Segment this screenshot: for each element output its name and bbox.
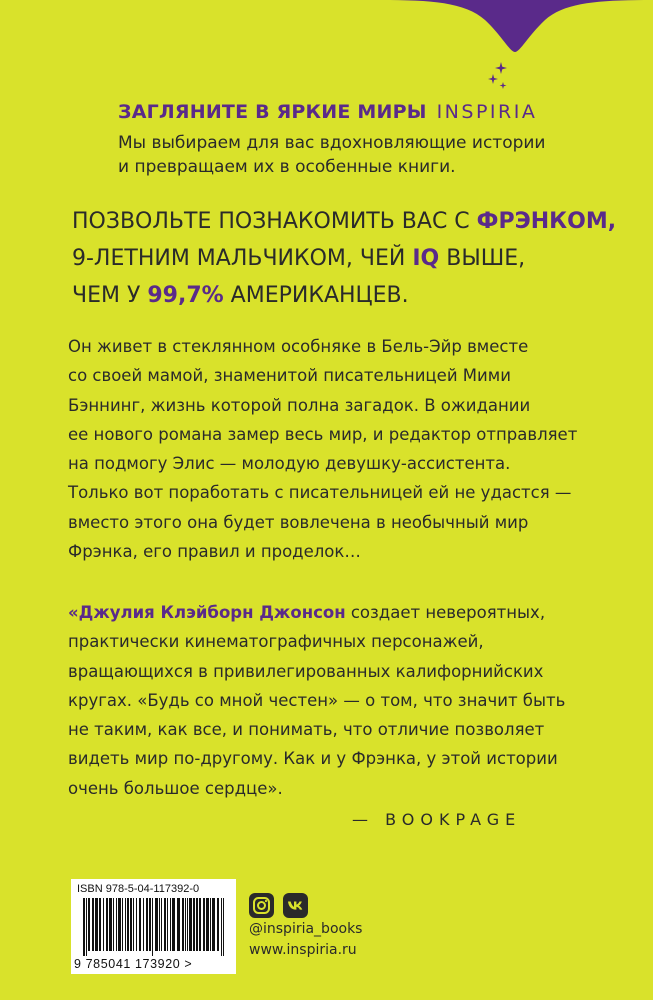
description-line: со своей мамой, знаменитой писательницей Мими bbox=[68, 366, 511, 386]
headline-highlight: ФРЭНКОМ, bbox=[476, 209, 617, 234]
headline-text: ПОЗВОЛЬТЕ ПОЗНАКОМИТЬ ВАС С bbox=[72, 209, 477, 234]
quote-author: «Джулия Клэйборн Джонсон bbox=[68, 603, 346, 622]
headline bbox=[72, 203, 632, 314]
quote-line: не таким, как все, и понимать, что отличие позволяет bbox=[68, 720, 545, 740]
headline-text: АМЕРИКАНЦЕВ. bbox=[223, 283, 409, 308]
barcode-bar bbox=[182, 898, 184, 951]
barcode-bar bbox=[92, 898, 94, 951]
barcode-bar bbox=[146, 898, 148, 951]
barcode-bar bbox=[164, 898, 166, 951]
barcode-bar bbox=[143, 898, 144, 951]
description-line: ее нового романа замер весь мир, и редактор отправляет bbox=[68, 424, 578, 444]
quote-line: вращающихся в привилегированных калифорнийских bbox=[68, 661, 544, 681]
barcode-bar bbox=[106, 898, 108, 951]
barcode-bar bbox=[109, 898, 112, 951]
tagline-line: и превращаем их в особенные книги. bbox=[118, 157, 456, 177]
barcode-bar bbox=[86, 898, 87, 956]
quote-source: — BOOKPAGE bbox=[352, 810, 522, 829]
barcode-bar bbox=[196, 898, 198, 951]
barcode-bar bbox=[116, 898, 117, 951]
barcode-bar bbox=[130, 898, 132, 951]
description-line: на подмогу Элис — молодую девушку-ассистента. bbox=[68, 454, 511, 474]
barcode-bar bbox=[152, 898, 153, 956]
barcode-bar bbox=[103, 898, 104, 951]
barcode-bar bbox=[217, 898, 219, 951]
barcode-bar bbox=[136, 898, 137, 951]
headline-text: 9-ЛЕТНИМ МАЛЬЧИКОМ, ЧЕЙ bbox=[72, 246, 413, 271]
description-line: вместо этого она будет вовлечена в необычный мир bbox=[68, 512, 529, 532]
headline-line bbox=[72, 277, 632, 314]
barcode-bar bbox=[113, 898, 114, 951]
barcode-bar bbox=[122, 898, 123, 951]
barcode bbox=[71, 879, 236, 974]
headline-text: ВЫШЕ, bbox=[439, 246, 526, 271]
review-quote bbox=[68, 598, 628, 803]
description-line: Только вот поработать с писательницей ей не удастся — bbox=[68, 483, 572, 503]
brand-heading bbox=[118, 101, 537, 123]
barcode-bars bbox=[75, 898, 232, 956]
quote-text: создает невероятных, bbox=[345, 603, 546, 622]
description-line: Он живет в стеклянном особняке в Бель-Эйр вместе bbox=[68, 337, 529, 356]
barcode-bar bbox=[125, 898, 126, 951]
barcode-bar bbox=[189, 898, 192, 951]
publisher-tagline bbox=[118, 131, 588, 179]
barcode-bar bbox=[223, 898, 224, 956]
barcode-bar bbox=[185, 898, 186, 951]
headline-highlight: 99,7% bbox=[147, 283, 224, 308]
website-link[interactable]: www.inspiria.ru bbox=[249, 942, 357, 958]
barcode-bar bbox=[193, 898, 195, 951]
barcode-bar bbox=[99, 898, 101, 951]
book-description bbox=[68, 332, 628, 566]
sparkle-icon bbox=[486, 60, 510, 92]
quote-line: видеть мир по-другому. Как и у Фрэнка, у этой истории bbox=[68, 749, 558, 769]
vk-icon[interactable] bbox=[283, 893, 308, 918]
barcode-bar bbox=[187, 898, 188, 951]
barcode-bar bbox=[172, 898, 175, 951]
barcode-bar bbox=[167, 898, 168, 951]
quote-line: практически кинематографичных персонажей, bbox=[68, 632, 484, 652]
instagram-icon[interactable] bbox=[249, 893, 274, 918]
barcode-digits: 9 785041 173920 > bbox=[74, 957, 193, 971]
barcode-bar bbox=[203, 898, 205, 951]
headline-line bbox=[72, 203, 632, 240]
barcode-bar bbox=[155, 898, 158, 951]
top-notch-decoration bbox=[0, 0, 653, 100]
isbn-label: ISBN 978-5-04-117392-0 bbox=[77, 883, 200, 895]
headline-line bbox=[72, 240, 632, 277]
barcode-bar bbox=[212, 898, 215, 951]
barcode-bar bbox=[133, 898, 134, 951]
barcode-bar bbox=[83, 898, 85, 956]
barcode-bar bbox=[88, 898, 90, 951]
description-line: Фрэнка, его правил и проделок… bbox=[68, 542, 361, 562]
barcode-bar bbox=[159, 898, 160, 951]
headline-highlight: IQ bbox=[412, 246, 440, 271]
barcode-bar bbox=[170, 898, 171, 951]
barcode-bar bbox=[139, 898, 141, 951]
social-handle[interactable]: @inspiria_books bbox=[249, 921, 363, 937]
publisher-logo: INSPIRIA bbox=[436, 101, 538, 123]
barcode-bar bbox=[221, 898, 222, 956]
barcode-bar bbox=[206, 898, 209, 951]
headline-text: ЧЕМ У bbox=[72, 283, 148, 308]
quote-line: очень большое сердце». bbox=[68, 778, 283, 798]
brand-slogan: ЗАГЛЯНИТЕ В ЯРКИЕ МИРЫ bbox=[118, 101, 427, 123]
description-line: Бэннинг, жизнь которой полна загадок. В ожидании bbox=[68, 395, 531, 415]
barcode-bar bbox=[118, 898, 121, 951]
quote-line bbox=[68, 598, 628, 627]
barcode-bar bbox=[199, 898, 201, 951]
quote-line: кругах. «Будь со мной честен» — о том, что значит быть bbox=[68, 690, 566, 710]
barcode-bar bbox=[127, 898, 129, 951]
barcode-bar bbox=[95, 898, 98, 951]
barcode-bar bbox=[149, 898, 151, 951]
barcode-bar bbox=[210, 898, 211, 951]
tagline-line: Мы выбираем для вас вдохновляющие истории bbox=[118, 133, 546, 153]
barcode-bar bbox=[161, 898, 162, 951]
barcode-bar bbox=[177, 898, 180, 951]
